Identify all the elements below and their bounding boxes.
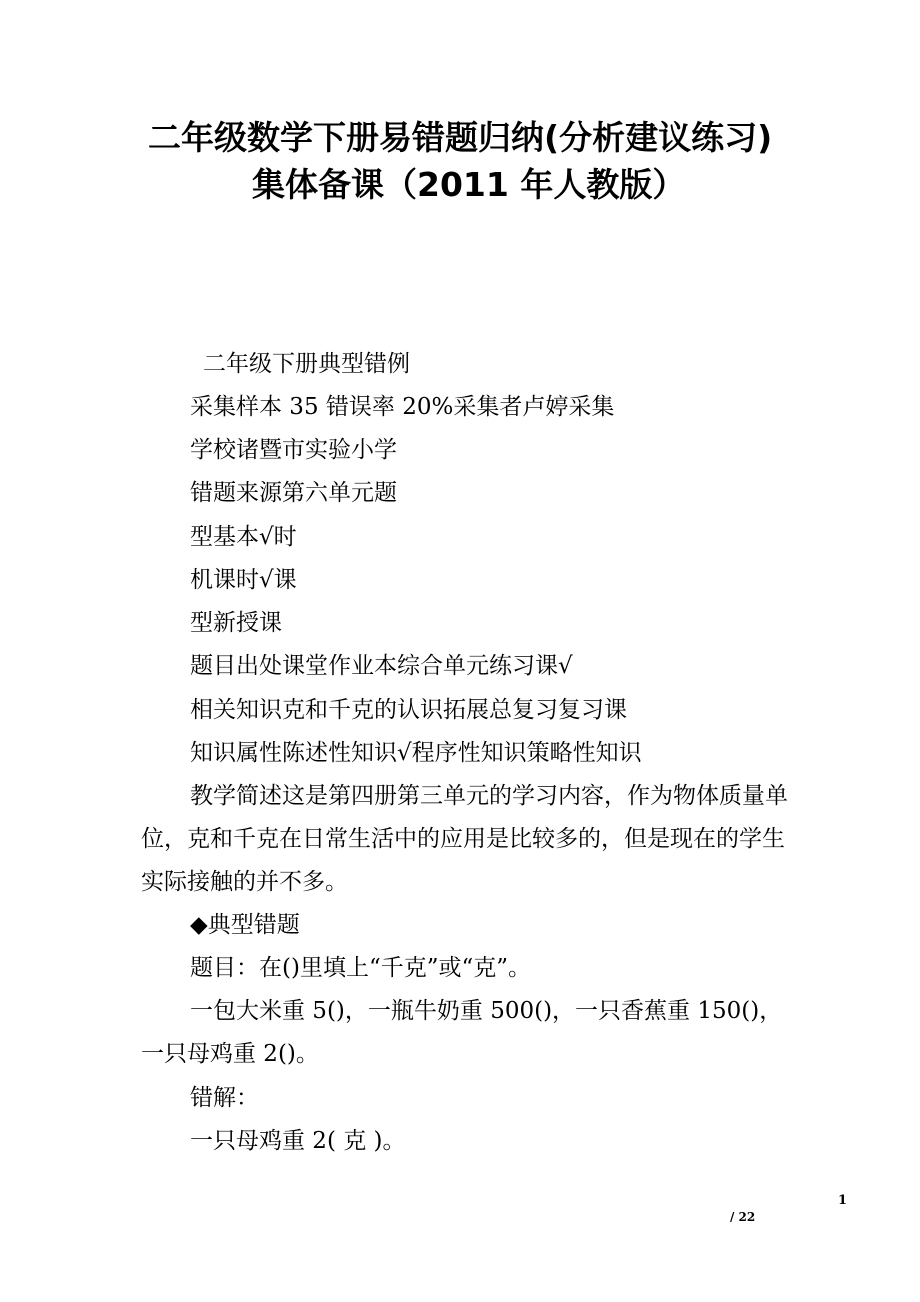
document-title-line-2: 集体备课（2011 年人教版） (252, 165, 686, 204)
page-total: / 22 (730, 1210, 756, 1224)
question-line: 题目：在()里填上“千克”或“克”。 (190, 955, 531, 981)
question-body-paragraph: 一包大米重 5()，一瓶牛奶重 500()，一只香蕉重 150()，一只母鸡重 2()。 (141, 998, 783, 1067)
type-line: 型基本√时 (190, 524, 297, 550)
teaching-description-paragraph: 教学简述这是第四册第三单元的学习内容，作为物体质量单位，克和千克在日常生活中的应用是比较多的，但是现在的学生实际接触的并不多。 (141, 783, 788, 895)
document-title-line-1: 二年级数学下册易错题归纳(分析建议练习) (148, 118, 773, 157)
typical-error-heading: ◆典型错题 (190, 912, 300, 938)
wrong-solution-label: 错解： (190, 1085, 259, 1111)
page-number: 1 (838, 1193, 848, 1208)
sample-line: 采集样本 35 错误率 20%采集者卢婷采集 (190, 394, 615, 420)
school-line: 学校诸暨市实验小学 (190, 437, 397, 463)
new-lesson-line: 型新授课 (190, 610, 282, 636)
section-heading: 二年级下册典型错例 (203, 351, 410, 377)
origin-line: 题目出处课堂作业本综合单元练习课√ (190, 653, 573, 679)
knowledge-attribute-line: 知识属性陈述性知识√程序性知识策略性知识 (190, 740, 642, 766)
machine-line: 机课时√课 (190, 567, 297, 593)
source-line: 错题来源第六单元题 (190, 480, 397, 506)
wrong-answer-line: 一只母鸡重 2( 克 )。 (190, 1128, 406, 1154)
related-knowledge-line: 相关知识克和千克的认识拓展总复习复习课 (190, 697, 627, 723)
